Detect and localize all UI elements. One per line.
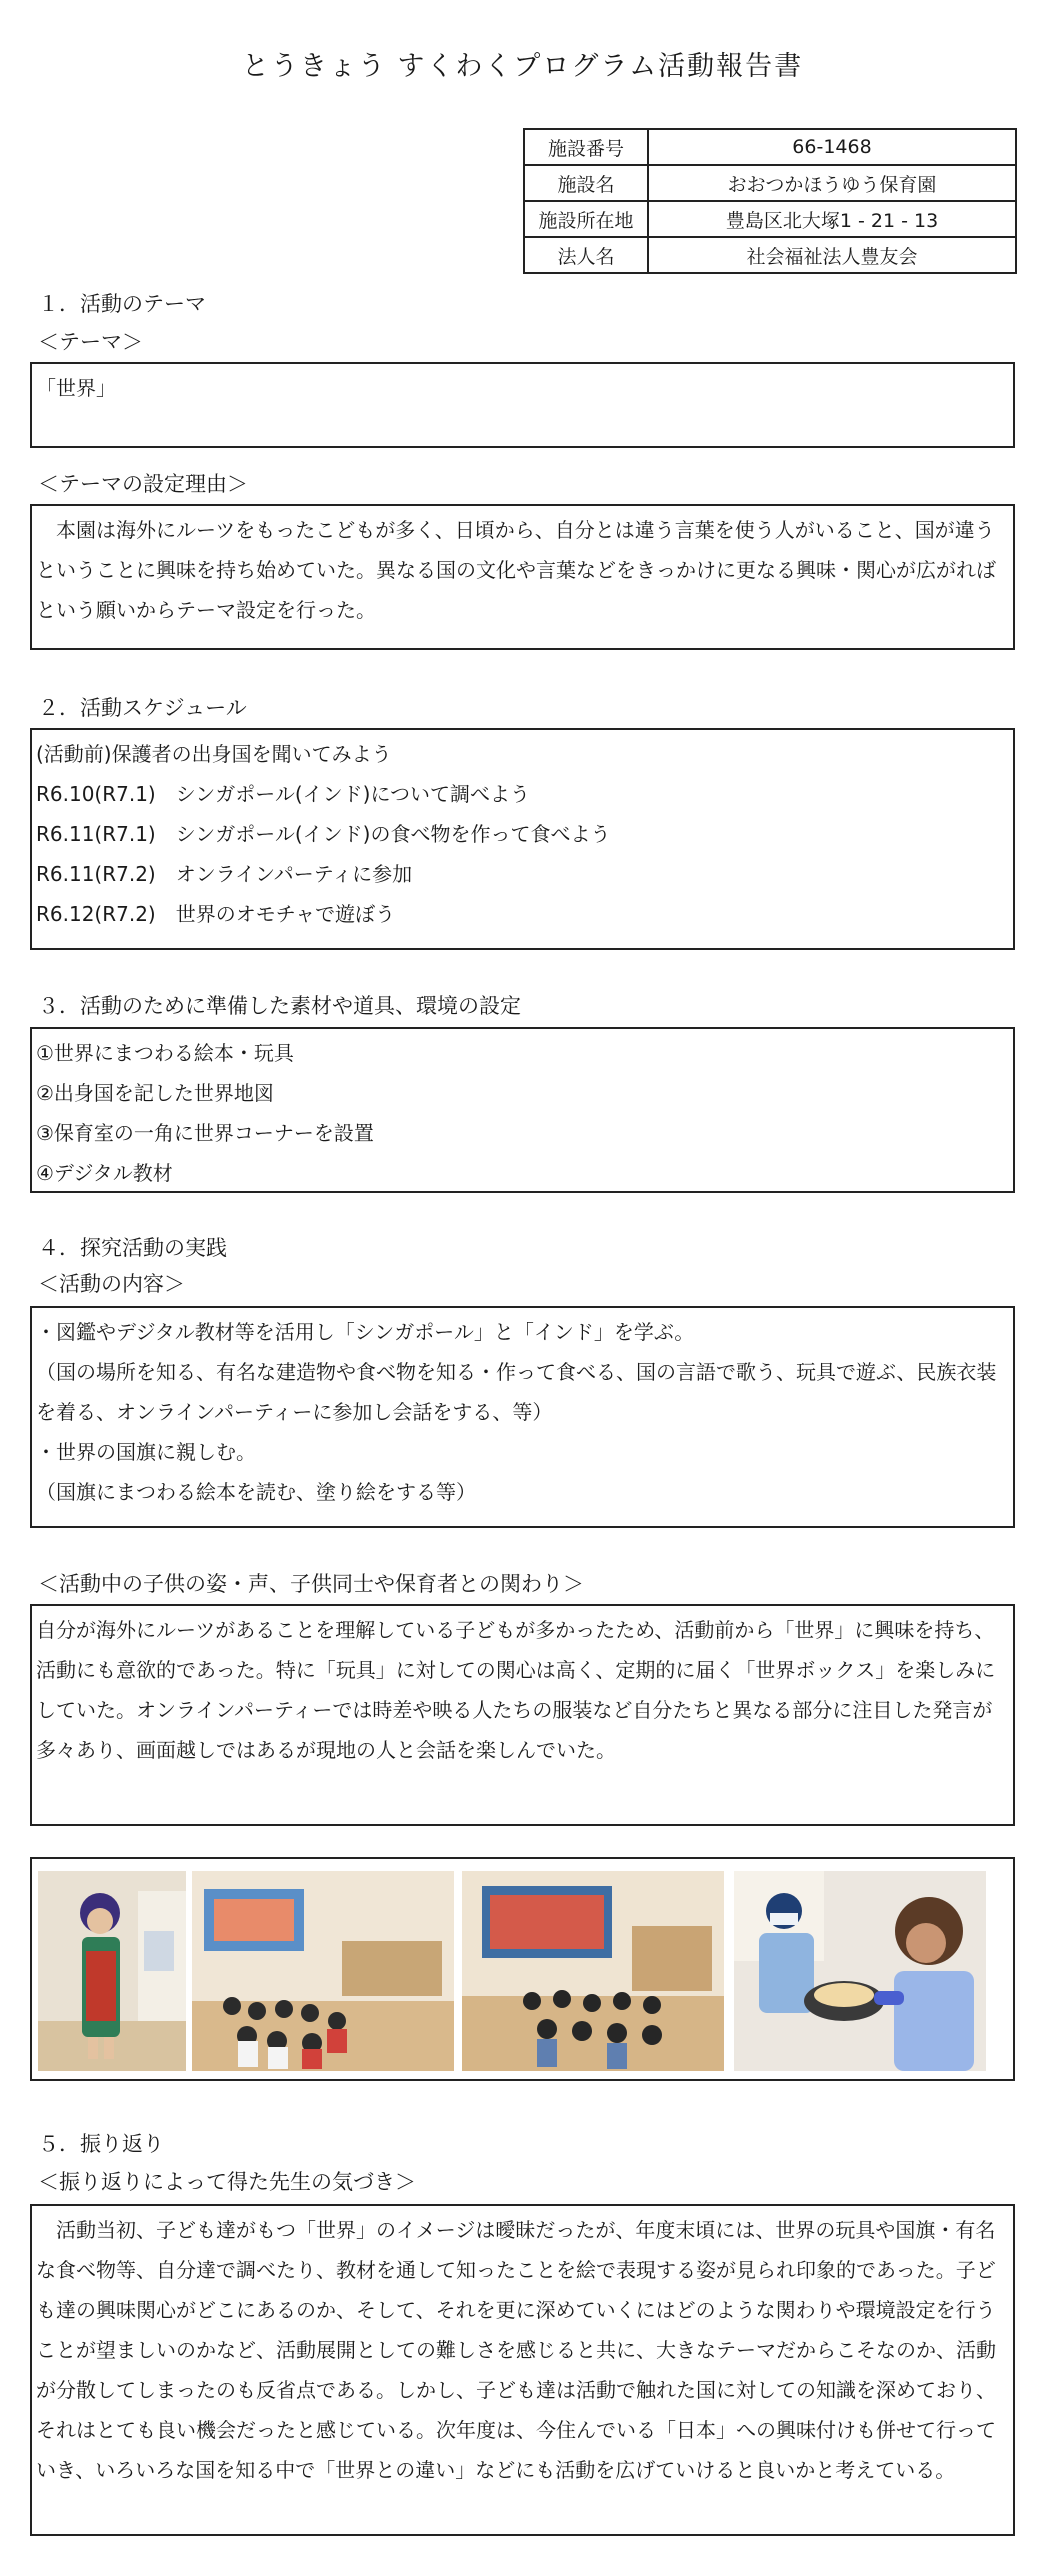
content-line: （国の場所を知る、有名な建造物や食べ物を知る・作って食べる、国の言語で歌う、玩具で遊ぶ、民族衣装を着る、オンラインパーティーに参加し会話をする、等） <box>36 1360 997 1424</box>
list-item: R6.12(R7.2) 世界のオモチャで遊ぼう <box>36 902 396 926</box>
section5-heading: ５．振り返り <box>38 2132 164 2156</box>
list-item: (活動前)保護者の出身国を聞いてみよう <box>36 742 392 766</box>
children-watching-screen-photo <box>462 1871 724 2071</box>
theme-text: 「世界」 <box>36 376 116 400</box>
reflection-label: ＜振り返りによって得た先生の気づき＞ <box>38 2170 416 2194</box>
info-value: おおつかほうゆう保育園 <box>648 165 1016 201</box>
section1-heading: １．活動のテーマ <box>38 292 206 316</box>
photo-strip <box>30 1857 1015 2081</box>
reflection-text: 活動当初、子ども達がもつ「世界」のイメージは曖昧だったが、年度末頃には、世界の玩具や国旗・有名な食べ物等、自分達で調べたり、教材を通して知ったことを絵で表現する姿が見られ印象的であった。子ども達の興味関心がどこにあるのか、そして、それを更に深めていくにはどのような関わりや環境設定を行うことが望ましいのかなど、活動展開としての難しさを感じると共に、大きなテーマだからこそなのか、活動が分散してしまったのも反省点である。しかし、子ども達は活動で触れた国に対しての知識を深めており、それはとても良い機会だったと感じている。次年度は、今住んでいる「日本」への興味付けも併せて行っていき、いろいろな国を知る中で「世界との違い」などにも活動を広げていけると良いかと考えている。 <box>36 2218 996 2482</box>
children-text: 自分が海外にルーツがあることを理解している子どもが多かったため、活動前から「世界」に興味を持ち、活動にも意欲的であった。特に「玩具」に対しての関心は高く、定期的に届く「世界ボックス」を楽しみにしていた。オンラインパーティーでは時差や映る人たちの服装など自分たちと異なる部分に注目した発言が多々あり、画面越しではあるが現地の人と会話を楽しんでいた。 <box>36 1618 996 1762</box>
reflection-box <box>30 2204 1015 2536</box>
content-line: ・世界の国旗に親しむ。 <box>36 1440 256 1464</box>
classroom-online-party-photo <box>192 1871 454 2071</box>
section4-heading: ４．探究活動の実践 <box>38 1236 227 1260</box>
children-label: ＜活動中の子供の姿・声、子供同士や保育者との関わり＞ <box>38 1572 584 1596</box>
info-value: 66-1468 <box>648 129 1016 165</box>
info-value: 豊島区北大塚1 - 21 - 13 <box>648 201 1016 237</box>
list-item: R6.10(R7.1) シンガポール(インド)について調べよう <box>36 782 531 806</box>
table-row <box>524 201 1016 237</box>
children-box <box>30 1604 1015 1826</box>
section2-heading: ２．活動スケジュール <box>38 696 247 720</box>
reason-label: ＜テーマの設定理由＞ <box>38 472 248 496</box>
list-item: ③保育室の一角に世界コーナーを設置 <box>36 1121 374 1145</box>
list-item: ①世界にまつわる絵本・玩具 <box>36 1041 294 1065</box>
cooking-activity-photo <box>734 1871 986 2071</box>
info-key: 法人名 <box>524 237 648 273</box>
section3-heading: ３．活動のために準備した素材や道具、環境の設定 <box>38 994 521 1018</box>
theme-box <box>30 362 1015 448</box>
info-key: 施設名 <box>524 165 648 201</box>
info-value: 社会福祉法人豊友会 <box>648 237 1016 273</box>
content-line: ・図鑑やデジタル教材等を活用し「シンガポール」と「インド」を学ぶ。 <box>36 1320 695 1344</box>
theme-label: ＜テーマ＞ <box>38 330 143 354</box>
list-item: ②出身国を記した世界地図 <box>36 1081 274 1105</box>
content-box <box>30 1306 1015 1528</box>
content-label: ＜活動の内容＞ <box>38 1272 185 1296</box>
table-row <box>524 165 1016 201</box>
materials-box <box>30 1027 1015 1193</box>
document-title: とうきょう すくわくプログラム活動報告書 <box>241 51 804 82</box>
reason-text: 本園は海外にルーツをもったこどもが多く、日頃から、自分とは違う言葉を使う人がいること、国が違うということに興味を持ち始めていた。異なる国の文化や言葉などをきっかけに更なる興味・関心が広がればという願いからテーマ設定を行った。 <box>36 518 996 622</box>
info-key: 施設所在地 <box>524 201 648 237</box>
facility-info-table <box>523 128 1017 274</box>
table-row <box>524 237 1016 273</box>
reason-box <box>30 504 1015 650</box>
list-item: R6.11(R7.1) シンガポール(インド)の食べ物を作って食べよう <box>36 822 611 846</box>
schedule-box <box>30 728 1015 950</box>
table-row <box>524 129 1016 165</box>
list-item: R6.11(R7.2) オンラインパーティに参加 <box>36 862 413 886</box>
list-item: ④デジタル教材 <box>36 1161 173 1185</box>
child-in-costume-photo <box>38 1871 186 2071</box>
info-key: 施設番号 <box>524 129 648 165</box>
content-line: （国旗にまつわる絵本を読む、塗り絵をする等） <box>36 1480 476 1504</box>
